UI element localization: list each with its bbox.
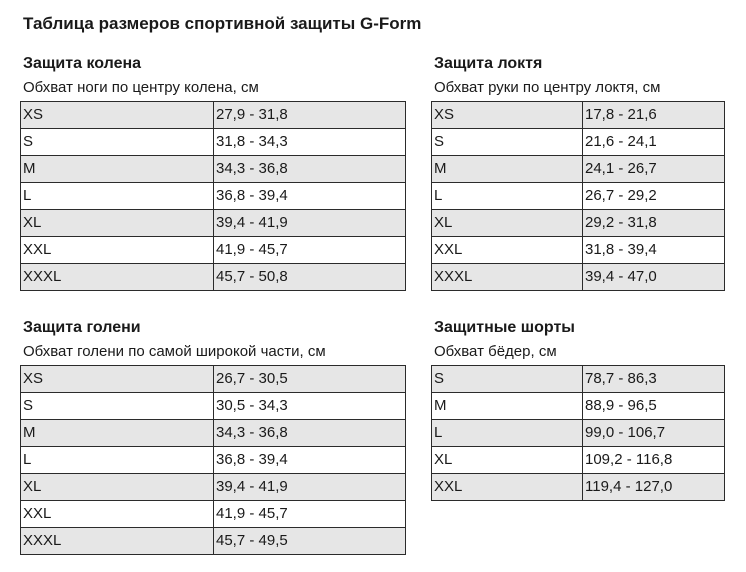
size-cell: XXXL (432, 264, 583, 291)
size-cell: M (432, 156, 583, 183)
size-cell: XS (21, 102, 214, 129)
range-cell: 29,2 - 31,8 (583, 210, 725, 237)
table-row (432, 420, 725, 447)
page-title: Таблица размеров спортивной защиты G-Form (23, 14, 422, 33)
range-cell: 21,6 - 24,1 (583, 129, 725, 156)
elbow-protection-heading: Защита локтя (434, 55, 543, 72)
table-row (432, 447, 725, 474)
size-cell: L (432, 420, 583, 447)
size-cell: M (432, 393, 583, 420)
table-row (21, 420, 406, 447)
range-cell: 99,0 - 106,7 (583, 420, 725, 447)
range-cell: 26,7 - 29,2 (583, 183, 725, 210)
table-row (432, 156, 725, 183)
range-cell: 45,7 - 49,5 (214, 528, 406, 555)
size-cell: M (21, 156, 214, 183)
table-row (21, 447, 406, 474)
shin-protection-subtitle: Обхват голени по самой широкой части, см (23, 343, 326, 360)
table-row (432, 474, 725, 501)
table-row (21, 102, 406, 129)
table-row (432, 366, 725, 393)
table-row (432, 393, 725, 420)
size-cell: XXL (21, 237, 214, 264)
table-row (21, 366, 406, 393)
size-cell: L (432, 183, 583, 210)
size-cell: XS (432, 102, 583, 129)
range-cell: 39,4 - 47,0 (583, 264, 725, 291)
table-row (21, 474, 406, 501)
size-cell: XL (432, 210, 583, 237)
table-row (21, 501, 406, 528)
table-row (21, 237, 406, 264)
knee-protection-subtitle: Обхват ноги по центру колена, см (23, 79, 259, 96)
range-cell: 34,3 - 36,8 (214, 420, 406, 447)
table-row (21, 156, 406, 183)
size-cell: L (21, 447, 214, 474)
size-cell: M (21, 420, 214, 447)
size-cell: XXL (432, 474, 583, 501)
range-cell: 36,8 - 39,4 (214, 183, 406, 210)
shorts-heading: Защитные шорты (434, 319, 575, 336)
size-cell: S (21, 393, 214, 420)
shorts-subtitle: Обхват бёдер, см (434, 343, 557, 360)
range-cell: 39,4 - 41,9 (214, 474, 406, 501)
size-cell: XXL (432, 237, 583, 264)
table-row (21, 129, 406, 156)
range-cell: 17,8 - 21,6 (583, 102, 725, 129)
range-cell: 78,7 - 86,3 (583, 366, 725, 393)
table-row (21, 264, 406, 291)
range-cell: 34,3 - 36,8 (214, 156, 406, 183)
elbow-size-table (431, 101, 725, 291)
range-cell: 39,4 - 41,9 (214, 210, 406, 237)
range-cell: 36,8 - 39,4 (214, 447, 406, 474)
size-cell: XL (21, 210, 214, 237)
range-cell: 31,8 - 34,3 (214, 129, 406, 156)
table-row (432, 210, 725, 237)
range-cell: 41,9 - 45,7 (214, 237, 406, 264)
shin-protection-heading: Защита голени (23, 319, 141, 336)
elbow-protection-section (431, 54, 725, 291)
size-cell: XXXL (21, 528, 214, 555)
size-cell: L (21, 183, 214, 210)
table-row (432, 237, 725, 264)
range-cell: 41,9 - 45,7 (214, 501, 406, 528)
range-cell: 27,9 - 31,8 (214, 102, 406, 129)
knee-size-table (20, 101, 406, 291)
shorts-section (431, 318, 725, 501)
size-cell: S (21, 129, 214, 156)
size-cell: S (432, 366, 583, 393)
table-row (432, 183, 725, 210)
table-row (21, 393, 406, 420)
size-cell: XS (21, 366, 214, 393)
range-cell: 31,8 - 39,4 (583, 237, 725, 264)
table-row (21, 183, 406, 210)
range-cell: 45,7 - 50,8 (214, 264, 406, 291)
table-row (432, 102, 725, 129)
size-cell: XXL (21, 501, 214, 528)
shin-size-table (20, 365, 406, 555)
knee-protection-section (20, 54, 406, 291)
table-row (432, 264, 725, 291)
range-cell: 88,9 - 96,5 (583, 393, 725, 420)
table-row (432, 129, 725, 156)
shorts-size-table (431, 365, 725, 501)
range-cell: 26,7 - 30,5 (214, 366, 406, 393)
range-cell: 119,4 - 127,0 (583, 474, 725, 501)
size-cell: S (432, 129, 583, 156)
size-cell: XL (21, 474, 214, 501)
table-row (21, 210, 406, 237)
range-cell: 109,2 - 116,8 (583, 447, 725, 474)
shin-protection-section (20, 318, 406, 555)
table-row (21, 528, 406, 555)
elbow-protection-subtitle: Обхват руки по центру локтя, см (434, 79, 661, 96)
range-cell: 30,5 - 34,3 (214, 393, 406, 420)
range-cell: 24,1 - 26,7 (583, 156, 725, 183)
size-cell: XXXL (21, 264, 214, 291)
knee-protection-heading: Защита колена (23, 55, 142, 72)
size-cell: XL (432, 447, 583, 474)
